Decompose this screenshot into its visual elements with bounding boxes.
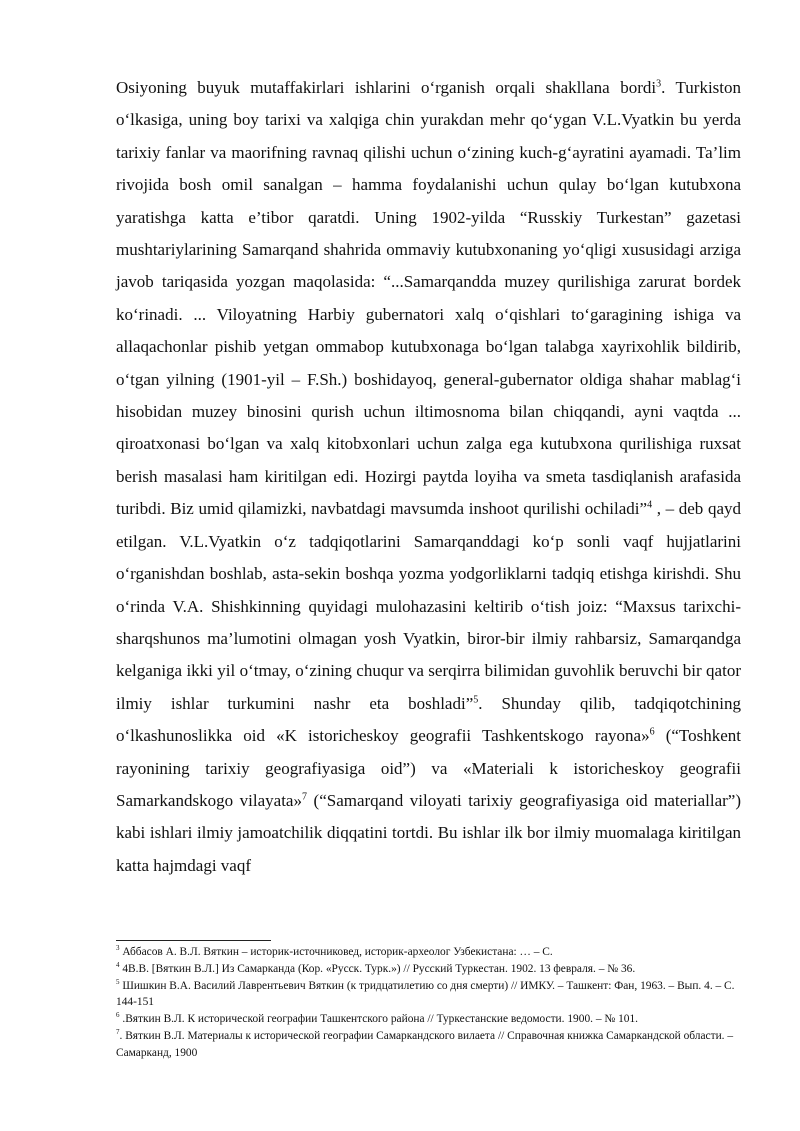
footnote-ref-3[interactable]: 3 xyxy=(656,78,662,90)
footnote-6 xyxy=(116,1011,741,1028)
footnote-ref-5[interactable]: 5 xyxy=(473,694,479,706)
footnote-text: 4В.В. [Вяткин В.Л.] Из Самарканда (Кор. «Русск. Турк.») // Русский Туркестан. 1902. 13 февраля. – № 36. xyxy=(119,962,636,975)
footnote-ref-6[interactable]: 6 xyxy=(649,726,655,738)
sentence-1: Osiyoning buyuk mutaffakirlari ishlarini o‘rganish orqali shakllana bordi xyxy=(116,78,657,97)
footnote-mark: 4 xyxy=(116,961,120,969)
footnote-mark: 7 xyxy=(116,1028,120,1037)
sentence-6: (“Samarqand viloyati tarixiy geografiyasiga oid materiallar”) kabi ishlari ilmiy jamoatchilik diqqatini tortdi. Bu ishlar ilk bor ilmiy muomalaga kiritilgan katta hajmdagi vaqf xyxy=(116,790,741,875)
footnote-mark: 3 xyxy=(116,944,120,953)
body-text xyxy=(116,72,741,882)
footnote-mark: 6 xyxy=(116,1011,120,1020)
footnote-ref-4[interactable]: 4 xyxy=(647,499,653,511)
footnote-mark: 5 xyxy=(116,977,120,986)
footnote-divider xyxy=(116,940,271,941)
sentence-2: . Turkiston o‘lkasiga, uning boy tarixi va xalqiga chin yurakdan mehr qo‘ygan V.L.Vyatkin bu yerda tarixiy fanlar va maorifning ravnaq qilishi uchun o‘zining kuch-g‘ayratini ayamadi. Ta’lim rivojida bosh omil sanalgan – hamma foydalanishi uchun qulay bo‘lgan kutubxona yaratishga katta e’tibor qaratdi. Uning 1902-yilda “Russkiy Turkestan” gazetasi mushtariylarining Samarqand shahrida ommaviy kutubxonaning yo‘qligi xususidagi arziga javob tariqasida yozgan maqolasida: “...Samarqandda muzey qurilishiga zarurat bordek ko‘rinadi. ... Viloyatning Harbiy gubernatori xalq o‘qishlari to‘garagining ishiga va allaqachonlar pishib yetgan ommabop kutubxonaga bo‘lgan talabga xayrixohlik bildirib, o‘tgan yilning (1901-yil – F.Sh.) boshidayoq, general-gubernator oldiga shahar mablag‘i hisobidan muzey binosini qurish uchun iltimosnoma bilan chiqqandi, ayni vaqtda ... qiroatxonasi bo‘lgan va xalq kitobxonlari uchun zalga ega kutubxona qurilishiga ruxsat berish masalasi ham kiritilgan edi. Hozirgi paytda loyiha va smeta tasdiqlanish arafasida turibdi. Biz umid qilamizki, navbatdagi mavsumda inshoot qurilishi ochiladi” xyxy=(116,78,742,519)
footnote-5 xyxy=(116,978,741,1012)
sentence-3: , – deb qayd etilgan. V.L.Vyatkin o‘z tadqiqotlarini Samarqanddagi ko‘p sonli vaqf hujjatlarini o‘rganishdan boshlab, asta-sekin boshqa yozma yodgorliklarni tadqiq etishga kirishdi. Shu o‘rinda V.A. Shishkinning quyidagi mulohazasini keltirib o‘tish joiz: “Maxsus tarixchi-sharqshunos ma’lumotini olmagan yosh Vyatkin, biror-bir ilmiy rahbarsiz, Samarqandga kelganiga ikki yil o‘tmay, o‘zining chuqur va serqirra bilimidan guvohlik beruvchi bir qator ilmiy ishlar turkumini nashr eta boshladi” xyxy=(116,499,741,713)
footnote-text: Аббасов А. В.Л. Вяткин – историк-источниковед, историк-археолог Узбекистана: … – С. xyxy=(119,946,553,958)
sentence-4: . Shunday qilib, tadqiqotchining o‘lkashunoslikka oid «K istoricheskoy geografii Tashkentskogo rayona» xyxy=(116,693,741,746)
main-paragraph xyxy=(116,72,741,882)
sentence-5: (“Toshkent rayonining tarixiy geografiyasiga oid”) va «Materiali k istoricheskoy geografii Samarkandskogo vilayata» xyxy=(116,726,741,810)
footnote-7 xyxy=(116,1028,741,1062)
footnote-text: . Вяткин В.Л. Материалы к исторической географии Самаркандского вилаета // Справочная книжка Самаркандской области. – Самарканд, 1900 xyxy=(116,1029,734,1059)
footnote-4 xyxy=(116,961,741,978)
footnote-ref-7[interactable]: 7 xyxy=(301,791,307,803)
footnote-3 xyxy=(116,944,741,961)
footnote-text: .Вяткин В.Л. К исторической географии Ташкентского района // Туркестанские ведомости. 1900. – № 101. xyxy=(119,1013,639,1026)
footnote-text: Шишкин В.А. Василий Лаврентьевич Вяткин (к тридцатилетию со дня смерти) // ИМКУ. – Ташкент: Фан, 1963. – Вып. 4. – С. 144-151 xyxy=(116,979,735,1009)
footnotes xyxy=(116,944,741,1062)
